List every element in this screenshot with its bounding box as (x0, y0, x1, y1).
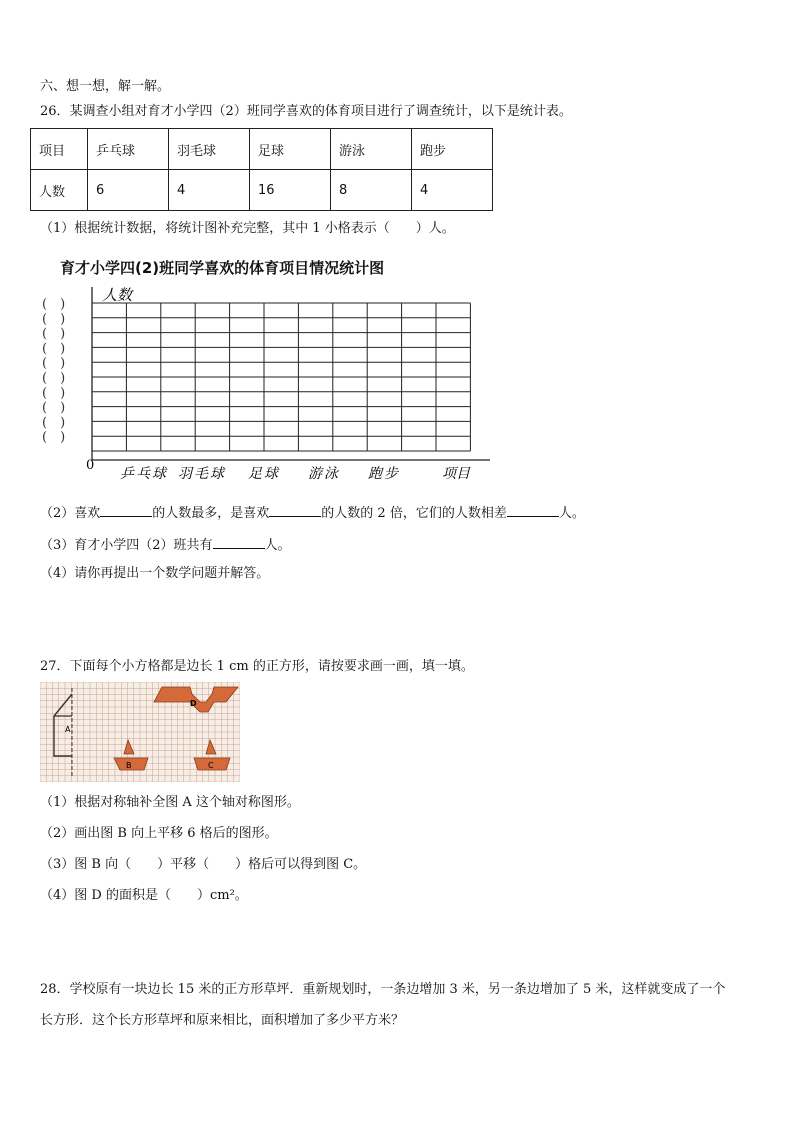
table-header-row (31, 129, 493, 170)
chart-x-tick-labels (120, 466, 400, 482)
x-tick-label: 羽毛球 (178, 466, 226, 482)
chart-grid (92, 287, 490, 460)
table-cell: 游泳 (331, 129, 412, 170)
y-tick-label: ( ) (42, 430, 66, 446)
y-tick-label: ( ) (42, 356, 66, 372)
table-cell: 羽毛球 (169, 129, 250, 170)
q28-line1: 28．学校原有一块边长 15 米的正方形草坪．重新规划时，一条边增加 3 米，另一条边增加了 5 米，这样就变成了一个 (40, 982, 726, 997)
table-cell: 16 (250, 170, 331, 211)
x-tick-label: 足球 (248, 466, 280, 482)
x-tick-label: 乒乓球 (120, 466, 168, 482)
x-tick-label: 跑步 (368, 466, 400, 482)
chart-y-tick-labels (42, 297, 65, 445)
y-tick-label: ( ) (42, 311, 66, 327)
stats-table (30, 128, 493, 211)
figure-c-label: C (208, 761, 214, 770)
x-axis-label: 项目 (442, 466, 470, 482)
part2-text: 的人数最多，是喜欢 (152, 506, 270, 521)
part2-text: 人。 (558, 506, 585, 521)
q28-line2: 长方形．这个长方形草坪和原来相比，面积增加了多少平方米？ (40, 1013, 405, 1028)
q26-intro: 26．某调查小组对育才小学四（2）班同学喜欢的体育项目进行了调查统计，以下是统计表。 (40, 104, 572, 119)
q27-intro: 27．下面每个小方格都是边长 1 cm 的正方形，请按要求画一画，填一填。 (40, 659, 474, 674)
table-cell: 项目 (31, 129, 88, 170)
section-title: 六、想一想，解一解。 (40, 79, 171, 94)
table-cell: 4 (412, 170, 493, 211)
q26-part2 (40, 503, 585, 522)
table-cell: 跑步 (412, 129, 493, 170)
grid-figure (40, 682, 240, 782)
y-tick-label: ( ) (42, 297, 66, 312)
table-cell: 乒乓球 (88, 129, 169, 170)
q27-part1: （1）根据对称轴补全图 A 这个轴对称图形。 (40, 795, 300, 810)
table-cell: 8 (331, 170, 412, 211)
q27-part2: （2）画出图 B 向上平移 6 格后的图形。 (40, 826, 278, 841)
y-tick-label: ( ) (42, 341, 66, 357)
table-row (31, 170, 493, 211)
y-tick-label: ( ) (42, 415, 66, 431)
q27-part4: （4）图 D 的面积是（ ）cm²。 (40, 888, 248, 903)
answer-blank[interactable] (507, 503, 559, 517)
figure-a-label: A (65, 725, 71, 734)
figure-d-label: D (190, 699, 197, 708)
y-tick-label: ( ) (42, 385, 66, 401)
answer-blank[interactable] (269, 503, 321, 517)
origin-label: 0 (86, 458, 95, 473)
answer-blank[interactable] (100, 503, 152, 517)
sports-chart (30, 282, 490, 487)
table-cell: 6 (88, 170, 169, 211)
q26-part1: （1）根据统计数据，将统计图补充完整，其中 1 小格表示（ ）人。 (40, 221, 455, 236)
q27-part3: （3）图 B 向（ ）平移（ ）格后可以得到图 C。 (40, 857, 367, 872)
table-cell: 4 (169, 170, 250, 211)
part3-text: （3）育才小学四（2）班共有 (40, 538, 213, 553)
answer-blank[interactable] (213, 535, 265, 549)
part3-text: 人。 (264, 538, 291, 553)
x-tick-label: 游泳 (308, 466, 340, 482)
table-cell: 人数 (31, 170, 88, 211)
chart-title: 育才小学四(2)班同学喜欢的体育项目情况统计图 (60, 259, 385, 277)
y-tick-label: ( ) (42, 326, 66, 342)
q26-part4: （4）请你再提出一个数学问题并解答。 (40, 566, 270, 581)
y-tick-label: ( ) (42, 400, 66, 416)
part2-text: 的人数的 2 倍，它们的人数相差 (321, 506, 507, 521)
y-tick-label: ( ) (42, 371, 66, 386)
y-axis-label: 人数 (102, 286, 133, 304)
part2-text: （2）喜欢 (40, 506, 101, 521)
table-cell: 足球 (250, 129, 331, 170)
figure-b-label: B (126, 761, 132, 770)
q26-part3 (40, 535, 291, 554)
